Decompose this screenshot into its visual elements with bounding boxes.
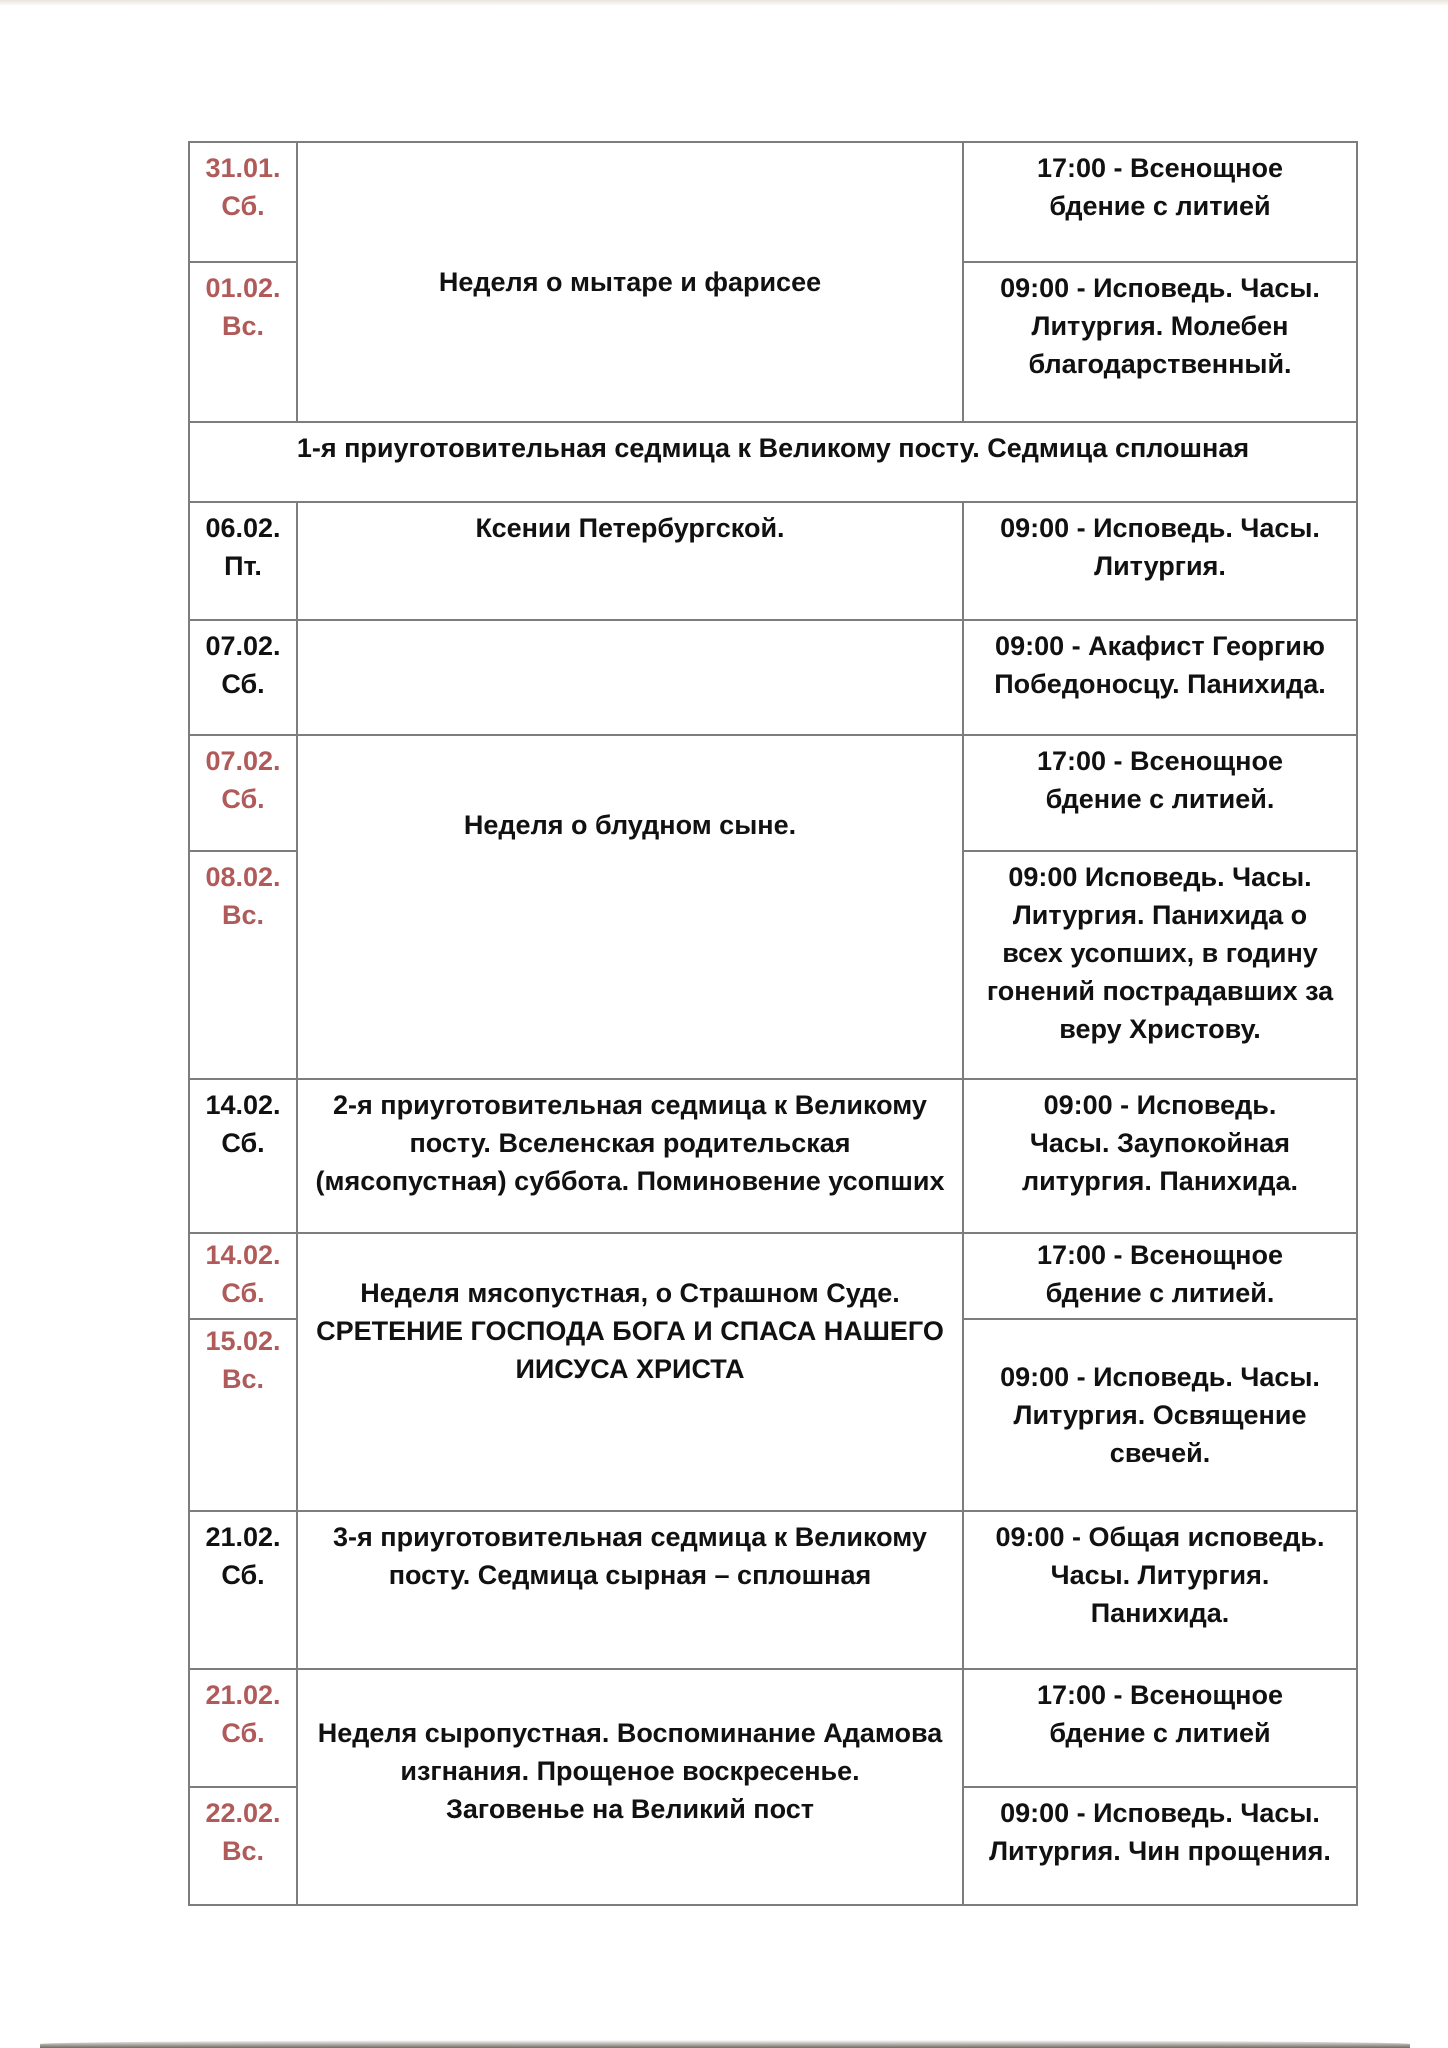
feast-title-cell [297, 1511, 963, 1669]
table-row [189, 1511, 1357, 1669]
page-top-edge [0, 0, 1448, 6]
table-row [189, 502, 1357, 620]
service-line: Литургия. Панихида о [1012, 900, 1308, 930]
service-line: Литургия. [1094, 551, 1226, 581]
table-row [189, 620, 1357, 735]
service-line: Литургия. Чин прощения. [989, 1836, 1331, 1866]
feast-title-cell [297, 1669, 963, 1905]
service-line: Победоносцу. Панихида. [994, 669, 1326, 699]
date-cell [189, 1233, 297, 1319]
service-line: веру Христову. [1059, 1014, 1261, 1044]
service-line: Литургия. Освящение [1013, 1400, 1307, 1430]
date-cell [189, 851, 297, 1079]
date: 07.02. [205, 631, 281, 661]
feast-title: Заговенье на Великий пост [446, 1794, 814, 1824]
section-row [189, 422, 1357, 502]
service-cell [963, 1669, 1357, 1787]
table-row [189, 142, 1357, 262]
date: 01.02. [205, 273, 281, 303]
feast-title-cell [297, 620, 963, 735]
weekday: Вс. [221, 311, 265, 341]
date-cell [189, 502, 297, 620]
feast-title: ИИСУСА ХРИСТА [515, 1354, 745, 1384]
service-line: литургия. Панихида. [1022, 1166, 1298, 1196]
feast-title: СРЕТЕНИЕ ГОСПОДА БОГА И СПАСА НАШЕГО [316, 1316, 944, 1346]
feast-title: 3-я приуготовительная седмица к Великому [333, 1522, 927, 1552]
feast-title-cell [297, 735, 963, 1079]
weekday: Вс. [221, 900, 265, 930]
section-heading [189, 422, 1357, 502]
service-line: 09:00 - Исповедь. [1043, 1090, 1277, 1120]
feast-title-cell [297, 1079, 963, 1233]
weekday: Сб. [221, 191, 265, 221]
service-line: 17:00 - Всенощное [1037, 153, 1283, 183]
service-cell [963, 502, 1357, 620]
service-cell [963, 735, 1357, 851]
weekday: Сб. [221, 1128, 265, 1158]
service-cell [963, 262, 1357, 422]
service-line: 09:00 - Общая исповедь. [995, 1522, 1325, 1552]
date: 31.01. [205, 153, 281, 183]
service-line: бдение с литией [1049, 1718, 1271, 1748]
weekday: Сб. [221, 669, 265, 699]
date: 07.02. [205, 746, 281, 776]
service-line: свечей. [1109, 1438, 1211, 1468]
service-cell [963, 620, 1357, 735]
table-row [189, 735, 1357, 851]
date-cell [189, 1319, 297, 1511]
date-cell [189, 620, 297, 735]
date: 14.02. [205, 1240, 281, 1270]
feast-title-cell [297, 502, 963, 620]
weekday: Пт. [224, 551, 262, 581]
service-cell [963, 1079, 1357, 1233]
feast-title: Ксении Петербургской. [475, 513, 785, 543]
schedule-table [188, 141, 1358, 1906]
date-cell [189, 262, 297, 422]
date: 14.02. [205, 1090, 281, 1120]
service-line: 17:00 - Всенощное [1037, 1680, 1283, 1710]
service-line: 17:00 - Всенощное [1037, 746, 1283, 776]
date: 06.02. [205, 513, 281, 543]
date-cell [189, 1079, 297, 1233]
weekday: Сб. [221, 1278, 265, 1308]
service-line: бдение с литией [1049, 191, 1271, 221]
service-cell [963, 1787, 1357, 1905]
date-cell [189, 735, 297, 851]
feast-title: Неделя о мытаре и фарисее [438, 267, 822, 297]
service-line: 09:00 - Акафист Георгию [995, 631, 1325, 661]
feast-title: изгнания. Прощеное воскресенье. [400, 1756, 860, 1786]
service-line: Часы. Литургия. [1050, 1560, 1270, 1590]
service-line: бдение с литией. [1045, 1278, 1275, 1308]
service-line: 09:00 - Исповедь. Часы. [1000, 513, 1320, 543]
feast-title: посту. Вселенская родительская [409, 1128, 851, 1158]
service-cell [963, 851, 1357, 1079]
feast-title-cell [297, 142, 963, 422]
service-line: 09:00 Исповедь. Часы. [1008, 862, 1312, 892]
table-row [189, 1669, 1357, 1787]
feast-title: (мясопустная) суббота. Поминовение усопших [315, 1166, 945, 1196]
service-cell [963, 1319, 1357, 1511]
feast-title: 2-я приуготовительная седмица к Великому [333, 1090, 927, 1120]
date: 21.02. [205, 1522, 281, 1552]
service-line: 17:00 - Всенощное [1037, 1240, 1283, 1270]
service-cell [963, 142, 1357, 262]
date-cell [189, 1669, 297, 1787]
date: 22.02. [205, 1798, 281, 1828]
section-title: 1-я приуготовительная седмица к Великому посту. Седмица сплошная [296, 433, 1250, 463]
service-line: благодарственный. [1028, 349, 1292, 379]
table-row [189, 1079, 1357, 1233]
service-cell [963, 1233, 1357, 1319]
service-line: гонений пострадавших за [986, 976, 1334, 1006]
service-line: 09:00 - Исповедь. Часы. [1000, 273, 1320, 303]
weekday: Сб. [221, 784, 265, 814]
service-line: Панихида. [1090, 1598, 1230, 1628]
service-line: 09:00 - Исповедь. Часы. [1000, 1798, 1320, 1828]
service-line: Литургия. Молебен [1031, 311, 1289, 341]
feast-title-cell [297, 1233, 963, 1511]
date: 15.02. [205, 1326, 281, 1356]
weekday: Сб. [221, 1718, 265, 1748]
service-line: бдение с литией. [1045, 784, 1275, 814]
service-line: Часы. Заупокойная [1029, 1128, 1291, 1158]
weekday: Сб. [221, 1560, 265, 1590]
service-cell [963, 1511, 1357, 1669]
feast-title: Неделя мясопустная, о Страшном Суде. [360, 1278, 900, 1308]
service-line: 09:00 - Исповедь. Часы. [1000, 1362, 1320, 1392]
feast-title: посту. Седмица сырная – сплошная [388, 1560, 872, 1590]
date: 21.02. [205, 1680, 281, 1710]
weekday: Вс. [221, 1364, 265, 1394]
date-cell [189, 1787, 297, 1905]
date-cell [189, 142, 297, 262]
date: 08.02. [205, 862, 281, 892]
feast-title: Неделя сыропустная. Воспоминание Адамова [317, 1718, 943, 1748]
page-bottom-edge [40, 2040, 1410, 2048]
table-row [189, 1233, 1357, 1319]
service-line: всех усопших, в годину [1002, 938, 1318, 968]
weekday: Вс. [221, 1836, 265, 1866]
feast-title: Неделя о блудном сыне. [463, 810, 797, 840]
date-cell [189, 1511, 297, 1669]
